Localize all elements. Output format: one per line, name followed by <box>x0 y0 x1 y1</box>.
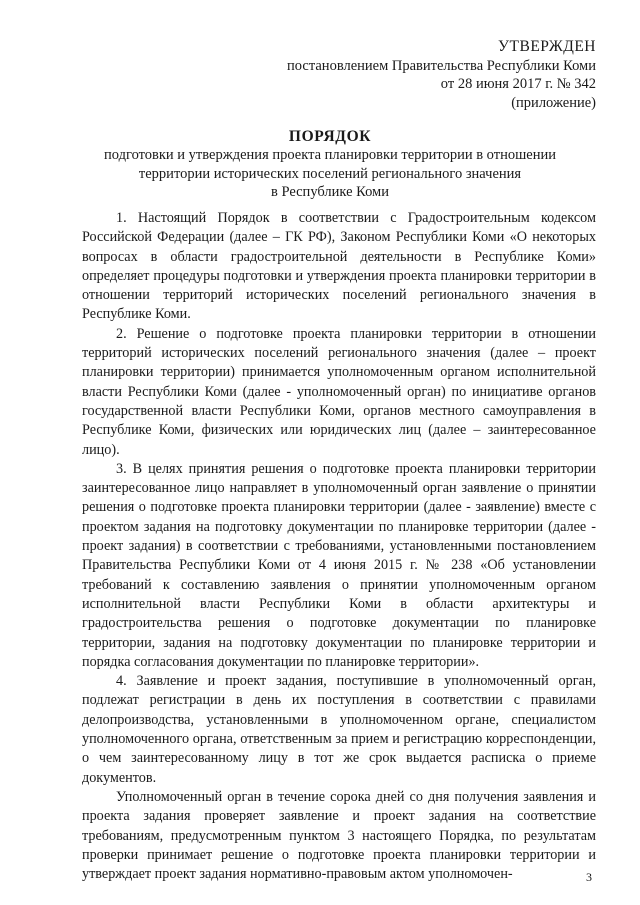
approval-stamp <box>287 38 596 112</box>
document-subtitle-line-2: территории исторических поселений регионального значения <box>138 165 522 182</box>
paragraph-2: 2. Решение о подготовке проекта планировки территории в отношении территорий исторических поселений регионального значения (далее – проект планировки территории) принимается уполномоченным органом исполнительной власти Республики Коми (далее - уполномоченный орган) по инициативе органов государственной власти Республики Коми, органов местного самоуправления в Республике Коми, физических или юридических лиц (далее – заинтересованное лицо). <box>82 325 596 458</box>
paragraph-3: 3. В целях принятия решения о подготовке проекта планировки территории заинтересованное лицо направляет в уполномоченный орган заявление о принятии решения о подготовке проекта планировки территории (далее - заявление) вместе с проектом задания на подготовку документации по планировке территории (далее - проект задания) в соответствии с требованиями, установленными постановлением Правительства Республики Коми от 4 июня 2015 г. № 238 «Об установлении требований к составлению заявления о принятии уполномоченным органом исполнительной власти Республики Коми в области архитектуры и градостроительства решения о подготовке документации по планировке территории, задания на подготовку документации по планировке территории и порядка согласования документации по планировке территории». <box>82 460 596 670</box>
page-number: 3 <box>586 870 592 884</box>
approval-line-3: (приложение) <box>511 94 596 111</box>
document-heading <box>60 128 600 202</box>
document-body <box>82 209 596 884</box>
document-title: ПОРЯДОК <box>288 128 372 145</box>
paragraph-5: Уполномоченный орган в течение сорока дней со дня получения заявления и проекта задания проверяет заявление и проект задания на соответствие требованиям, предусмотренным пунктом 3 настоящего Порядка, по результатам проверки принимает решение о подготовке проекта планировки территории и утверждает проект задания нормативно-правовым актом уполномочен- <box>82 788 596 883</box>
approval-line-1: постановлением Правительства Республики Коми <box>287 57 596 74</box>
document-subtitle-line-1: подготовки и утверждения проекта планировки территории в отношении <box>104 147 556 163</box>
approval-line-2: от 28 июня 2017 г. № 342 <box>440 76 596 92</box>
approval-title: УТВЕРЖДЕН <box>498 38 596 55</box>
document-subtitle-line-3: в Республике Коми <box>270 184 389 200</box>
paragraph-4: 4. Заявление и проект задания, поступившие в уполномоченный орган, подлежат регистрации в день их поступления в соответствии с правилами делопроизводства, установленными в уполномоченном органе, специалистом уполномоченного органа, ответственным за прием и регистрацию корреспонденции, о чем заинтересованному лицу в тот же срок выдается расписка о приеме документов. <box>82 673 596 786</box>
paragraph-1: 1. Настоящий Порядок в соответствии с Градостроительным кодексом Российской Федерации (далее – ГК РФ), Законом Республики Коми «О некоторых вопросах в области градостроительной деятельности в Республике Коми» определяет процедуры подготовки и утверждения проекта планировки территории в отношении территорий исторических поселений регионального значения в Республике Коми. <box>82 210 596 323</box>
